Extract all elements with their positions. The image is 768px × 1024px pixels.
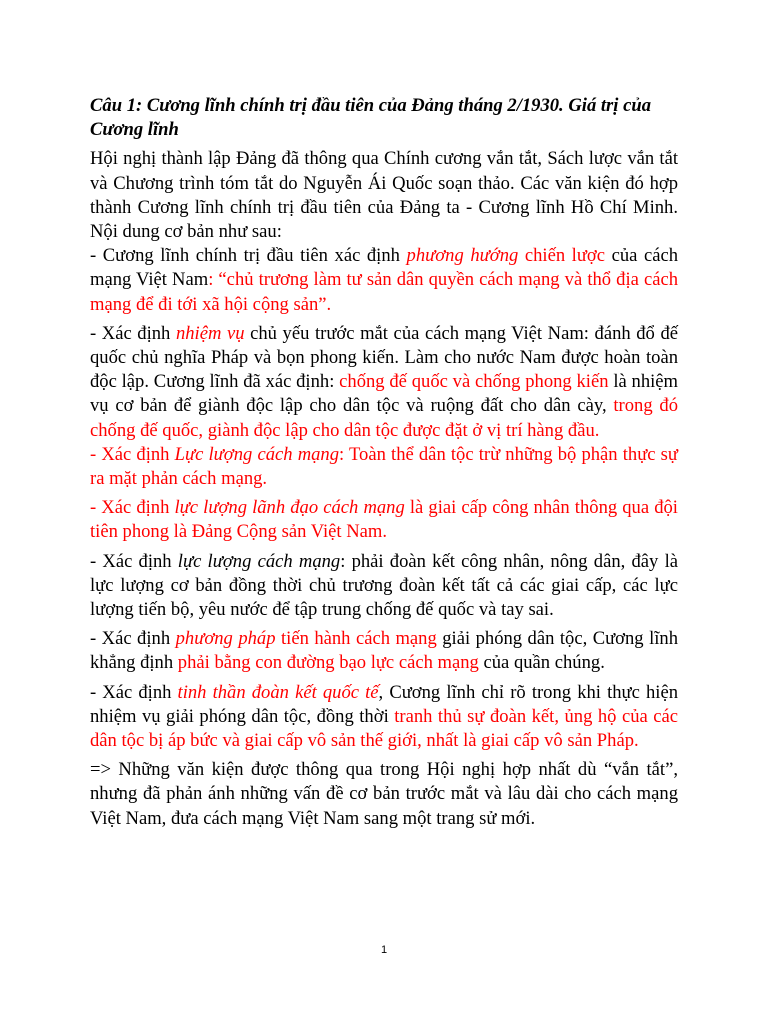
paragraph-tasks [90,322,678,443]
text-span: là nhiệm vụ cơ bản để giành độc lập cho dân tộc và ruộng đất cho dân cày, [90,371,679,417]
highlight-span: : “chủ trương làm tư sản dân quyền cách mạng và thổ địa cách mạng để đi tới xã hội cộng sản”. [90,269,679,315]
paragraph-method [90,627,678,675]
document-page [90,94,678,836]
text-span: - Xác định [90,322,176,344]
text-span: - Xác định [90,628,176,650]
highlight-span: phương hướng [406,245,519,267]
text-span: : phải đoàn kết công nhân, nông dân, đây là lực lượng cơ bản đồng thời chủ trương đoàn kết tất cả các giai cấp, các lực lượng tiến bộ, yêu nước để tập trung chống đế quốc và tay sai. [90,550,678,621]
highlight-span: chiến lược [518,245,606,267]
text-span: của quần chúng. [478,652,605,674]
page-number: 1 [380,944,388,956]
highlight-span: chống đế quốc và chống phong kiến [339,371,609,393]
text-span: - Xác định [90,681,178,703]
highlight-span: phương pháp [175,628,276,650]
paragraph-leadership [90,496,678,544]
paragraph-revolutionary-forces [90,443,678,491]
text-span: giải phóng dân tộc, Cương lĩnh khẳng định [90,628,678,674]
paragraph-strategy [90,244,678,317]
paragraph-forces [90,550,678,623]
highlight-span: tiến hành cách mạng [275,628,437,650]
paragraph-international [90,681,678,754]
conclusion-paragraph: => Những văn kiện được thông qua trong Hội nghị hợp nhất dù “vắn tắt”, nhưng đã phản ánh những vấn đề cơ bản trước mắt và lâu dài cho cách mạng Việt Nam, đưa cách mạng Việt Nam sang một trang sử mới. [90,759,678,829]
text-span: của cách mạng Việt Nam [90,245,679,291]
italic-span: lực lượng cách mạng [177,550,341,572]
text-span: - Cương lĩnh chính trị đầu tiên xác định [90,245,407,267]
highlight-span: phải bằng con đường bạo lực cách mạng [177,652,479,674]
highlight-span: lực lượng lãnh đạo cách mạng [174,497,405,519]
highlight-span: tranh thủ sự đoàn kết, ủng hộ của các dân tộc bị áp bức và giai cấp vô sản thế giới, nhất là giai cấp vô sản Pháp. [90,705,678,752]
highlight-span: - Xác định [90,443,175,465]
highlight-span: Lực lượng cách mạng [174,443,340,465]
highlight-span: - Xác định [90,497,175,519]
text-span: - Xác định [90,550,178,572]
highlight-span: : Toàn thể dân tộc trừ những bộ phận thực sự ra mặt phản cách mạng. [90,443,678,490]
question-title: Câu 1: Cương lĩnh chính trị đầu tiên của Đảng tháng 2/1930. Giá trị của Cương lĩnh [90,95,651,141]
intro-paragraph: Hội nghị thành lập Đảng đã thông qua Chính cương vắn tắt, Sách lược vắn tắt và Chương trình tóm tắt do Nguyễn Ái Quốc soạn thảo. Các văn kiện đó hợp thành Cương lĩnh chính trị đầu tiên của Đảng ta - Cương lĩnh Hồ Chí Minh. Nội dung cơ bản như sau: [90,148,678,243]
highlight-span: tinh thần đoàn kết quốc tế [177,681,379,703]
highlight-span: trong đó chống đế quốc, giành độc lập cho dân tộc được đặt ở vị trí hàng đầu. [90,395,678,441]
text-span: chủ yếu trước mắt của cách mạng Việt Nam: đánh đổ đế quốc chủ nghĩa Pháp và bọn phong kiến. Làm cho nước Nam được hoàn toàn độc lập. Cương lĩnh đã xác định: [90,322,678,393]
text-span: , Cương lĩnh chỉ rõ trong khi thực hiện nhiệm vụ giải phóng dân tộc, đồng thời [90,681,678,727]
highlight-span: nhiệm vụ [175,322,245,344]
highlight-span: là giai cấp công nhân thông qua đội tiên phong là Đảng Cộng sản Việt Nam. [90,497,678,543]
